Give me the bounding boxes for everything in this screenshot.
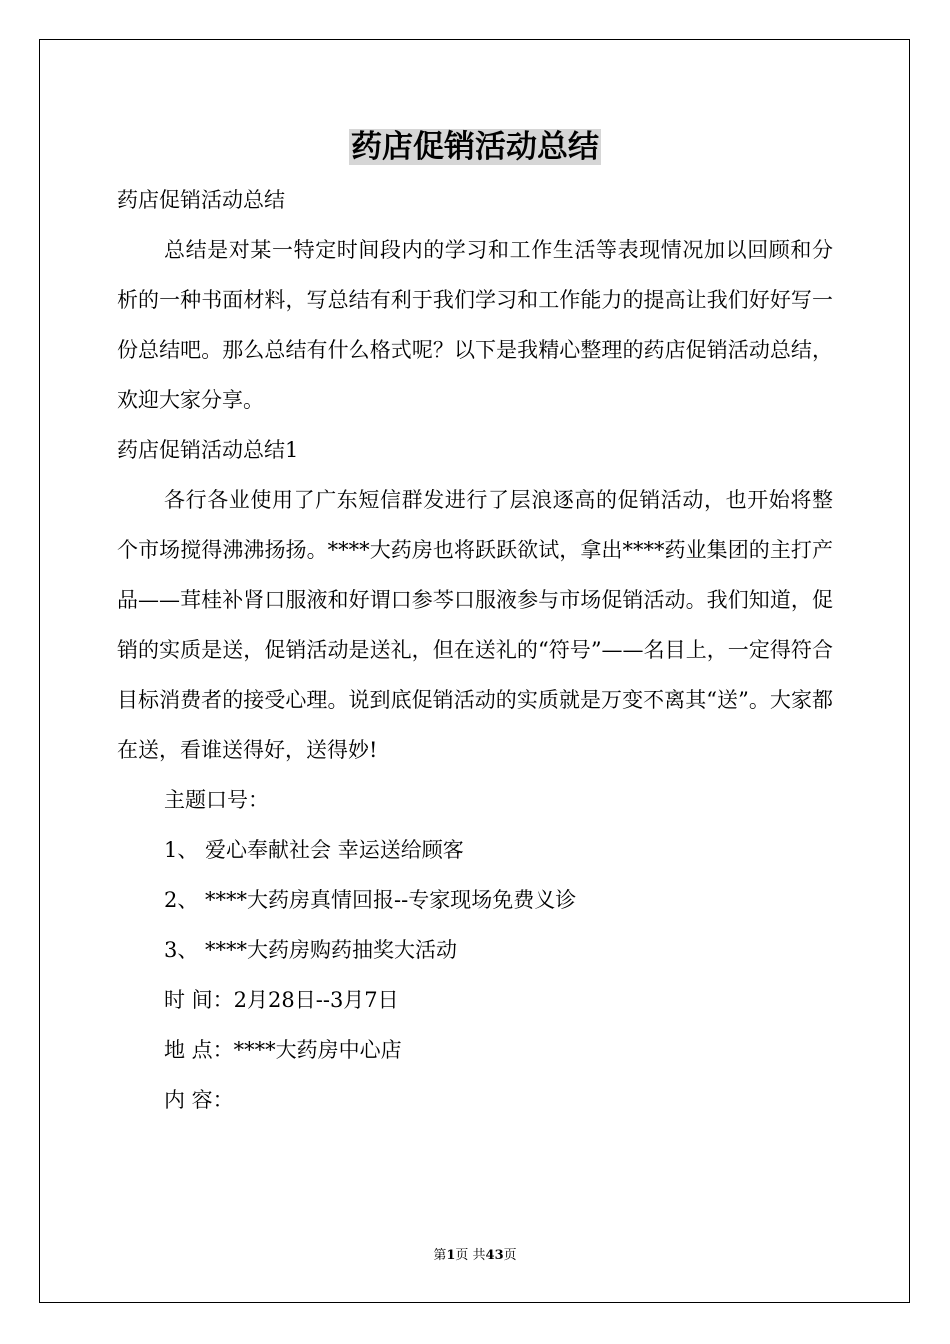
document-title-text: 药店促销活动总结 [351,129,599,165]
slogan-item-1: 1、 爱心奉献社会 幸运送给顾客 [164,838,464,862]
slogan-item-3: 3、 ****大药房购药抽奖大活动 [164,938,458,962]
content-label: 内 容： [164,1088,234,1112]
footer-mid: 页 共 [455,1248,486,1263]
footer-page-current: 1 [446,1248,456,1263]
slogan-label: 主题口号： [164,788,269,812]
document-body [117,175,833,1125]
document-subtitle: 药店促销活动总结 [117,188,285,212]
section-heading: 药店促销活动总结1 [117,438,299,462]
footer-suffix: 页 [503,1248,517,1263]
place-line: 地 点：****大药房中心店 [164,1038,402,1062]
slogan-item-2: 2、 ****大药房真情回报--专家现场免费义诊 [164,888,577,912]
footer-prefix: 第 [433,1248,447,1263]
body-paragraph: 各行各业使用了广东短信群发进行了层浪逐高的促销活动，也开始将整个市场搅得沸沸扬扬。****大药房也将跃跃欲试，拿出****药业集团的主打产品——茸桂补肾口服液和好谓口参芩口服液参与市场促销活动。我们知道，促销的实质是送，促销活动是送礼，但在送礼的“符号”——名目上，一定得符合目标消费者的接受心理。说到底促销活动的实质就是万变不离其“送”。大家都在送，看谁送得好，送得妙! [117,488,833,762]
document-title [0,124,950,170]
time-line: 时 间：2月28日--3月7日 [164,988,399,1012]
intro-paragraph: 总结是对某一特定时间段内的学习和工作生活等表现情况加以回顾和分析的一种书面材料，写总结有利于我们学习和工作能力的提高让我们好好写一份总结吧。那么总结有什么格式呢？以下是我精心整理的药店促销活动总结，欢迎大家分享。 [117,238,833,412]
page-footer [0,1246,950,1266]
footer-page-total: 43 [485,1248,504,1263]
